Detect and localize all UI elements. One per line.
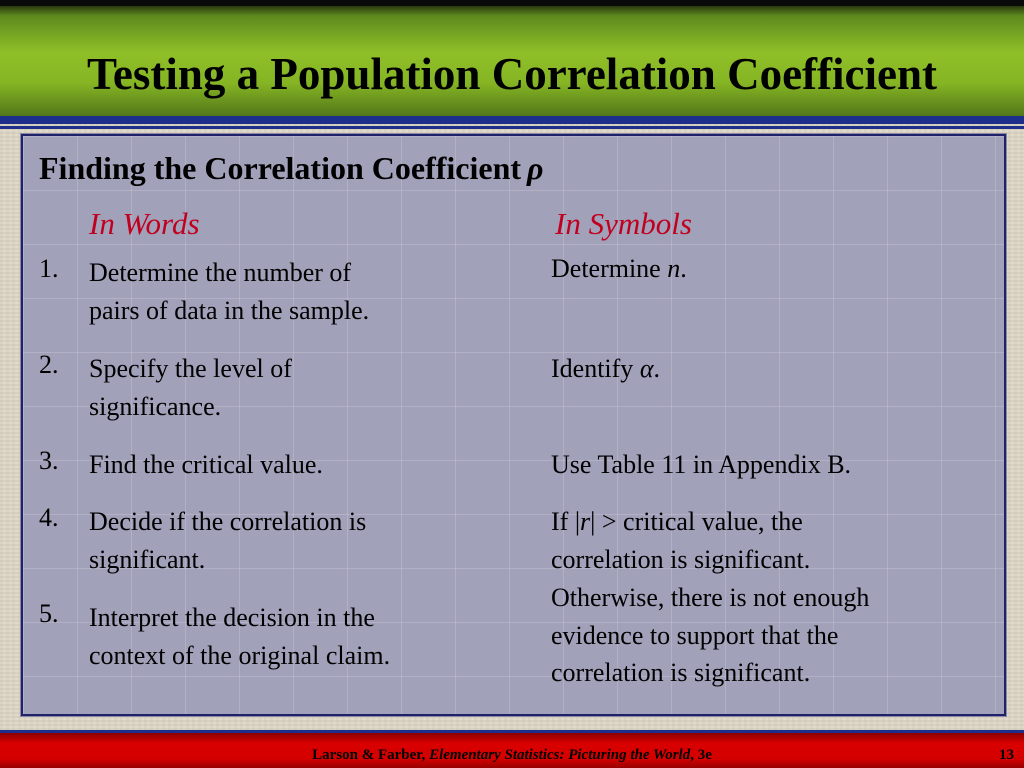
symbol-step-1 — [551, 250, 687, 288]
step-number-5: 5. — [39, 599, 59, 628]
symbol-step-4-line-1 — [551, 503, 803, 541]
symbol-step-3: Use Table 11 in Appendix B. — [551, 450, 852, 479]
footer-authors: Larson & Farber, — [312, 747, 430, 763]
symbol-2-post: . — [653, 354, 660, 383]
symbol-step-4-line-3: Otherwise, there is not enough — [551, 583, 870, 612]
heading-text: Finding the Correlation Coefficient — [39, 150, 522, 186]
symbol-step-4-line-2: correlation is significant. — [551, 545, 811, 574]
section-heading — [39, 150, 544, 187]
step-number-3: 3. — [39, 446, 59, 475]
step-4-line-2: significant. — [89, 545, 206, 574]
footer-book-title: Elementary Statistics: Picturing the World — [429, 747, 691, 763]
step-number-1: 1. — [39, 254, 59, 283]
step-4-line-1: Decide if the correlation is — [89, 507, 367, 536]
page-number: 13 — [999, 747, 1014, 763]
slide-title: Testing a Population Correlation Coefficient — [87, 49, 937, 99]
symbol-4-post: | > critical value, the — [590, 507, 803, 536]
symbol-4-pre: If | — [551, 507, 581, 536]
title-divider-thick — [0, 116, 1024, 124]
step-number-2: 2. — [39, 350, 59, 379]
step-2-line-2: significance. — [89, 392, 222, 421]
step-3-line-1: Find the critical value. — [89, 450, 323, 479]
symbol-step-4-line-4: evidence to support that the — [551, 621, 839, 650]
symbol-2-pre: Identify — [551, 354, 640, 383]
title-bar — [0, 0, 1024, 116]
symbol-step-2 — [551, 350, 660, 388]
step-1-line-1: Determine the number of — [89, 258, 352, 287]
symbol-1-pre: Determine — [551, 254, 668, 283]
step-5-line-2: context of the original claim. — [89, 641, 391, 670]
col-heading-words: In Words — [89, 206, 200, 241]
symbol-step-4-line-5: correlation is significant. — [551, 658, 811, 687]
rho-symbol: ρ — [527, 150, 544, 186]
step-1-line-2: pairs of data in the sample. — [89, 296, 370, 325]
content-box — [21, 134, 1006, 716]
symbol-2-var: α — [639, 354, 654, 383]
title-divider-thin — [0, 126, 1024, 129]
col-heading-symbols: In Symbols — [555, 206, 692, 241]
symbol-4-var: r — [580, 507, 591, 536]
step-5-line-1: Interpret the decision in the — [89, 603, 375, 632]
footer-bar — [0, 730, 1024, 768]
step-number-4: 4. — [39, 503, 59, 532]
footer-edition: , 3e — [690, 747, 712, 763]
symbol-1-var: n — [667, 254, 681, 283]
footer-citation — [0, 747, 1024, 764]
symbol-1-post: . — [680, 254, 687, 283]
step-2-line-1: Specify the level of — [89, 354, 292, 383]
